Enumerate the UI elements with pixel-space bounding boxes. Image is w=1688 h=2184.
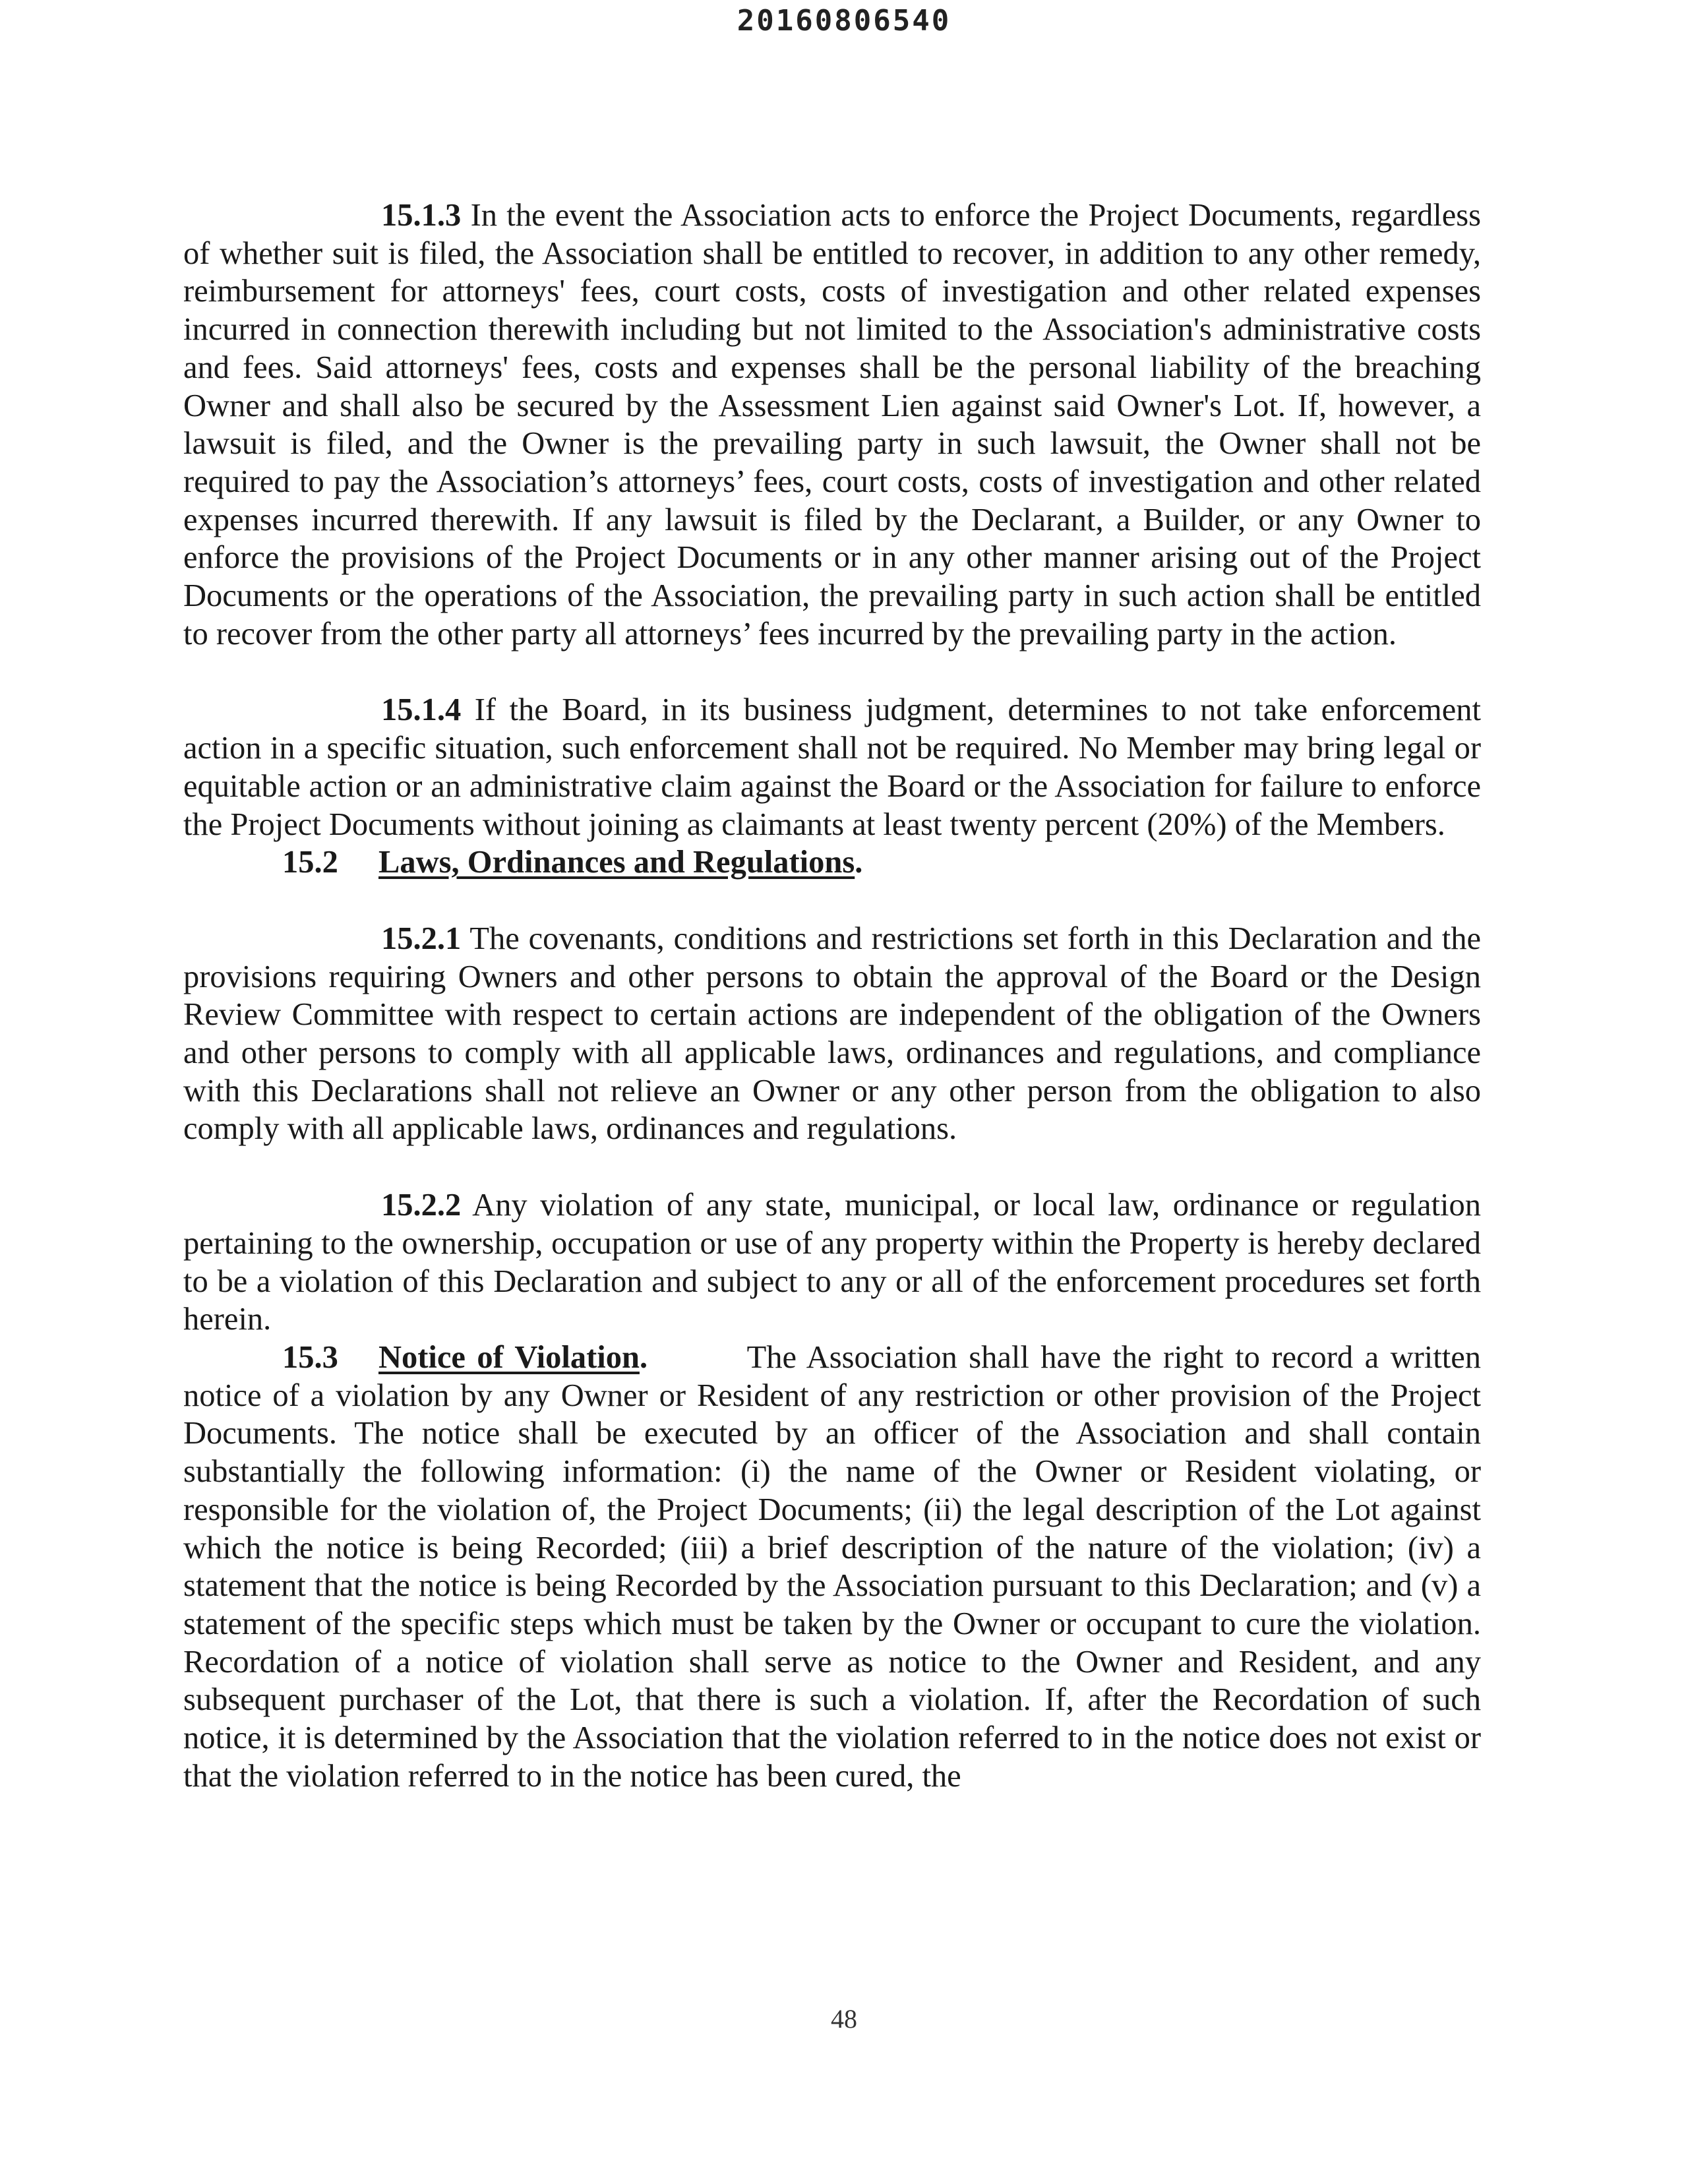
section-15-3 <box>183 1339 1481 1795</box>
section-text: The Association shall have the right to record a written notice of a violation by any Owner or Resident of any restriction or other provision of the Project Documents. The notice shall be executed by an officer of the Association and shall contain substantially the following information: (i) the name of the Owner or Resident violating, or responsible for the violation of, the Project Documents; (ii) the legal description of the Lot against which the notice is being Recorded; (iii) a brief description of the nature of the violation; (iv) a statement that the notice is being Recorded by the Association pursuant to this Declaration; and (v) a statement of the specific steps which must be taken by the Owner or occupant to cure the violation. Recordation of a notice of violation shall serve as notice to the Owner and Resident, and any subsequent purchaser of the Lot, that there is such a violation. If, after the Recordation of such notice, it is determined by the Association that the violation referred to in the notice does not exist or that the violation referred to in the notice has been cured, the <box>183 1339 1482 1794</box>
section-text: If the Board, in its business judgment, determines to not take enforcement action in a specific situation, such enforcement shall not be required. No Member may bring legal or equitable action or an administrative claim against the Board or the Association for failure to enforce the Project Documents without joining as claimants at least twenty percent (20%) of the Members. <box>183 692 1482 842</box>
section-number: 15.3 <box>282 1339 338 1375</box>
section-text: The covenants, conditions and restrictions set forth in this Declaration and the provisions requiring Owners and other persons to obtain the approval of the Board or the Design Review Committee with respect to certain actions are independent of the obligation of the Owners and other persons to comply with all applicable laws, ordinances and regulations, and compliance with this Declarations shall not relieve an Owner or any other person from the obligation to also comply with all applicable laws, ordinances and regulations. <box>183 921 1482 1147</box>
section-number: 15.1.3 <box>381 198 462 233</box>
section-title: Laws, Ordinances and Regulations <box>378 845 855 880</box>
section-number: 15.2 <box>282 845 338 880</box>
document-body <box>183 197 1481 1795</box>
section-15-2-1 <box>183 920 1481 1148</box>
section-text: Any violation of any state, municipal, or local law, ordinance or regulation pertaining to the ownership, occupation or use of any property within the Property is hereby declared to be a violation of this Declaration and subject to any or all of the enforcement procedures set forth herein. <box>183 1188 1482 1337</box>
section-15-2-heading <box>183 843 1481 882</box>
page-number: 48 <box>831 2004 857 2034</box>
section-15-2-2 <box>183 1186 1481 1339</box>
section-number: 15.1.4 <box>381 692 462 728</box>
section-15-1-4 <box>183 691 1481 843</box>
section-number: 15.2.1 <box>381 921 462 956</box>
document-number: 20160806540 <box>737 4 951 38</box>
section-15-1-3 <box>183 197 1481 653</box>
section-text: In the event the Association acts to enforce the Project Documents, regardless of whether suit is filed, the Association shall be entitled to recover, in addition to any other remedy, reimbursement for attorneys' fees, court costs, costs of investigation and other related expenses incurred in connection therewith including but not limited to the Association's administrative costs and fees. Said attorneys' fees, costs and expenses shall be the personal liability of the breaching Owner and shall also be secured by the Assessment Lien against said Owner's Lot. If, however, a lawsuit is filed, and the Owner is the prevailing party in such lawsuit, the Owner shall not be required to pay the Association’s attorneys’ fees, court costs, costs of investigation and other related expenses incurred therewith. If any lawsuit is filed by the Declarant, a Builder, or any Owner to enforce the provisions of the Project Documents or in any other manner arising out of the Project Documents or the operations of the Association, the prevailing party in such action shall be entitled to recover from the other party all attorneys’ fees incurred by the prevailing party in the action. <box>183 198 1481 652</box>
section-title: Notice of Violation <box>378 1339 640 1375</box>
section-number: 15.2.2 <box>381 1188 462 1223</box>
title-period: . <box>855 845 863 880</box>
title-period: . <box>639 1339 648 1375</box>
